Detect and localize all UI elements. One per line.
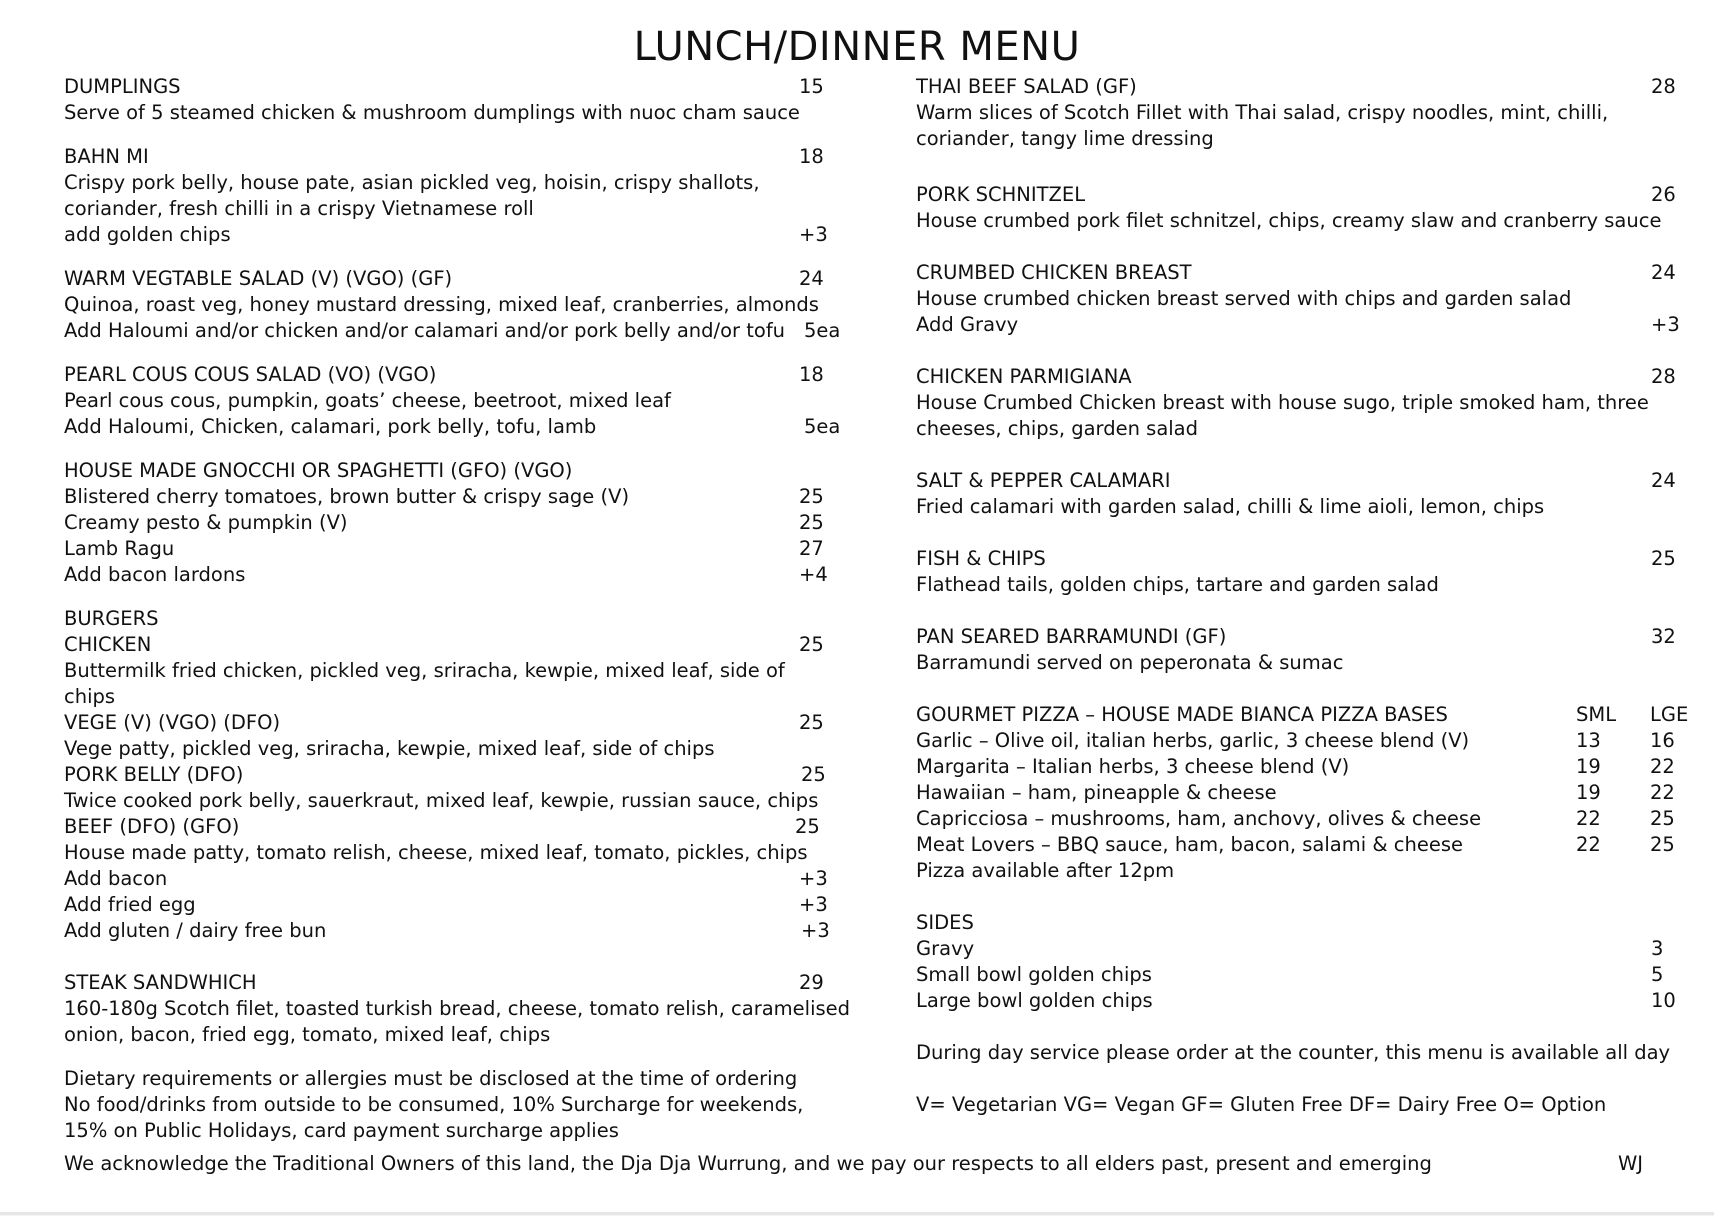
item-price: 28 — [1651, 75, 1676, 98]
option-price: 25 — [799, 511, 824, 534]
item-description: Twice cooked pork belly, sauerkraut, mixed leaf, kewpie, russian sauce, chips — [64, 789, 819, 812]
option-price: +4 — [799, 563, 828, 586]
item-description: coriander, fresh chilli in a crispy Vietnamese roll — [64, 197, 534, 220]
pizza-price-small: 19 — [1576, 781, 1601, 804]
pizza-price-small: 22 — [1576, 807, 1601, 830]
acknowledgement-of-country: We acknowledge the Traditional Owners of this land, the Dja Dja Wurrung, and we pay our respects to all elders past, present and emerging — [64, 1152, 1432, 1175]
item-name: PORK SCHNITZEL — [916, 183, 1086, 206]
item-price: 32 — [1651, 625, 1676, 648]
note-line: Dietary requirements or allergies must be disclosed at the time of ordering — [64, 1067, 798, 1090]
addon-price: +3 — [1651, 313, 1680, 336]
menu-item-steak-sandwich — [64, 970, 851, 1048]
item-price: 25 — [799, 633, 824, 656]
option-name: Creamy pesto & pumpkin (V) — [64, 511, 348, 534]
menu-item-warm-veg-salad — [64, 266, 842, 344]
option-price: 27 — [799, 537, 824, 560]
item-description: House crumbed chicken breast served with chips and garden salad — [916, 287, 1572, 310]
menu-item-barramundi — [916, 624, 1695, 676]
addon-name: Add Haloumi and/or chicken and/or calamari and/or pork belly and/or tofu — [64, 319, 786, 342]
item-description: cheeses, chips, garden salad — [916, 417, 1199, 440]
item-price: 25 — [1651, 547, 1676, 570]
size-small-header: SML — [1576, 703, 1617, 726]
menu-item-chicken-parmigiana — [916, 364, 1695, 442]
pizza-price-small: 13 — [1576, 729, 1601, 752]
side-name: Gravy — [916, 937, 975, 960]
addon-name: add golden chips — [64, 223, 231, 246]
pizza-price-small: 19 — [1576, 755, 1601, 778]
item-description: Vege patty, pickled veg, sriracha, kewpie, mixed leaf, side of chips — [64, 737, 715, 760]
side-name: Small bowl golden chips — [916, 963, 1152, 986]
addon-name: Add fried egg — [64, 893, 196, 916]
item-description: Barramundi served on peperonata & sumac — [916, 651, 1344, 674]
dietary-notes — [64, 1066, 842, 1144]
menu-item-pork-schnitzel — [916, 182, 1695, 234]
addon-price: +3 — [799, 867, 828, 890]
pizza-name: Garlic – Olive oil, italian herbs, garlic, 3 cheese blend (V) — [916, 729, 1470, 752]
side-price: 10 — [1651, 989, 1676, 1012]
pizza-price-large: 22 — [1650, 781, 1675, 804]
item-description: Warm slices of Scotch Fillet with Thai salad, crispy noodles, mint, chilli, — [916, 101, 1609, 124]
pizza-price-large: 22 — [1650, 755, 1675, 778]
addon-name: Add Haloumi, Chicken, calamari, pork belly, tofu, lamb — [64, 415, 597, 438]
item-description: House made patty, tomato relish, cheese, mixed leaf, tomato, pickles, chips — [64, 841, 808, 864]
item-name: VEGE (V) (VGO) (DFO) — [64, 711, 281, 734]
dietary-legend: V= Vegetarian VG= Vegan GF= Gluten Free DF= Dairy Free O= Option — [916, 1093, 1607, 1116]
item-price: 25 — [799, 711, 824, 734]
item-description: onion, bacon, fried egg, tomato, mixed leaf, chips — [64, 1023, 551, 1046]
option-price: 25 — [799, 485, 824, 508]
item-price: 29 — [799, 971, 824, 994]
item-name: THAI BEEF SALAD (GF) — [916, 75, 1137, 98]
pizza-note: Pizza available after 12pm — [916, 859, 1175, 882]
item-price: 24 — [799, 267, 824, 290]
item-name: HOUSE MADE GNOCCHI OR SPAGHETTI (GFO) (VGO) — [64, 459, 573, 482]
item-price: 24 — [1651, 261, 1676, 284]
item-description: House crumbed pork filet schnitzel, chips, creamy slaw and cranberry sauce — [916, 209, 1662, 232]
menu-section-pizza — [916, 702, 1695, 884]
section-heading: BURGERS — [64, 607, 159, 630]
pizza-name: Margarita – Italian herbs, 3 cheese blend (V) — [916, 755, 1350, 778]
item-price: 15 — [799, 75, 824, 98]
pizza-name: Hawaiian – ham, pineapple & cheese — [916, 781, 1277, 804]
item-name: DUMPLINGS — [64, 75, 181, 98]
right-column — [916, 74, 1695, 1136]
item-description: Serve of 5 steamed chicken & mushroom dumplings with nuoc cham sauce — [64, 101, 800, 124]
item-price: 18 — [799, 145, 824, 168]
menu-section-sides — [916, 910, 1695, 1014]
side-price: 3 — [1651, 937, 1664, 960]
item-description: 160-180g Scotch filet, toasted turkish bread, cheese, tomato relish, caramelised — [64, 997, 851, 1020]
size-large-header: LGE — [1650, 703, 1689, 726]
addon-name: Add gluten / dairy free bun — [64, 919, 327, 942]
item-price: 18 — [799, 363, 824, 386]
service-note: During day service please order at the counter, this menu is available all day — [916, 1041, 1671, 1064]
addon-name: Add bacon — [64, 867, 168, 890]
menu-item-gnocchi — [64, 458, 842, 588]
item-name: FISH & CHIPS — [916, 547, 1046, 570]
item-description: Fried calamari with garden salad, chilli & lime aioli, lemon, chips — [916, 495, 1545, 518]
item-name: BAHN MI — [64, 145, 149, 168]
item-description: Crispy pork belly, house pate, asian pickled veg, hoisin, crispy shallots, — [64, 171, 760, 194]
menu-item-fish-and-chips — [916, 546, 1695, 598]
item-description: Quinoa, roast veg, honey mustard dressing, mixed leaf, cranberries, almonds — [64, 293, 819, 316]
addon-price: +3 — [801, 919, 830, 942]
item-name: CHICKEN — [64, 633, 152, 656]
note-line: No food/drinks from outside to be consumed, 10% Surcharge for weekends, — [64, 1093, 804, 1116]
item-price: 25 — [801, 763, 826, 786]
pizza-price-small: 22 — [1576, 833, 1601, 856]
pizza-price-large: 25 — [1650, 807, 1675, 830]
item-description: Flathead tails, golden chips, tartare and garden salad — [916, 573, 1439, 596]
addon-price: +3 — [799, 893, 828, 916]
page-title: LUNCH/DINNER MENU — [633, 24, 1081, 70]
option-name: Add bacon lardons — [64, 563, 246, 586]
item-description: coriander, tangy lime dressing — [916, 127, 1214, 150]
item-name: PEARL COUS COUS SALAD (VO) (VGO) — [64, 363, 437, 386]
item-name: SALT & PEPPER CALAMARI — [916, 469, 1171, 492]
item-description: House Crumbed Chicken breast with house sugo, triple smoked ham, three — [916, 391, 1649, 414]
addon-price: 5ea — [804, 319, 841, 342]
side-price: 5 — [1651, 963, 1664, 986]
item-price: 28 — [1651, 365, 1676, 388]
menu-item-calamari — [916, 468, 1695, 520]
menu-section-burgers — [64, 606, 842, 944]
section-heading: GOURMET PIZZA – HOUSE MADE BIANCA PIZZA BASES — [916, 703, 1448, 726]
item-name: WARM VEGTABLE SALAD (V) (VGO) (GF) — [64, 267, 453, 290]
pizza-price-large: 25 — [1650, 833, 1675, 856]
menu-item-thai-beef-salad — [916, 74, 1695, 152]
option-name: Blistered cherry tomatoes, brown butter & crispy sage (V) — [64, 485, 630, 508]
item-description: Pearl cous cous, pumpkin, goats’ cheese, beetroot, mixed leaf — [64, 389, 671, 412]
item-name: PAN SEARED BARRAMUNDI (GF) — [916, 625, 1227, 648]
item-description: Buttermilk fried chicken, pickled veg, sriracha, kewpie, mixed leaf, side of chips — [64, 659, 785, 708]
item-price: 24 — [1651, 469, 1676, 492]
side-name: Large bowl golden chips — [916, 989, 1153, 1012]
menu-item-bahn-mi — [64, 144, 842, 248]
menu-item-pearl-cous-cous — [64, 362, 842, 440]
item-name: CRUMBED CHICKEN BREAST — [916, 261, 1192, 284]
item-name: PORK BELLY (DFO) — [64, 763, 244, 786]
note-line: 15% on Public Holidays, card payment surcharge applies — [64, 1119, 619, 1142]
pizza-name: Meat Lovers – BBQ sauce, ham, bacon, salami & cheese — [916, 833, 1463, 856]
item-name: STEAK SANDWHICH — [64, 971, 257, 994]
addon-name: Add Gravy — [916, 313, 1019, 336]
addon-price: +3 — [799, 223, 828, 246]
left-column — [64, 74, 851, 1162]
signature: WJ — [1618, 1152, 1644, 1175]
pizza-name: Capricciosa – mushrooms, ham, anchovy, olives & cheese — [916, 807, 1482, 830]
item-price: 26 — [1651, 183, 1676, 206]
menu-item-dumplings — [64, 74, 842, 126]
item-name: CHICKEN PARMIGIANA — [916, 365, 1132, 388]
pizza-price-large: 16 — [1650, 729, 1675, 752]
menu-item-crumbed-chicken — [916, 260, 1695, 338]
section-heading: SIDES — [916, 911, 974, 934]
addon-price: 5ea — [804, 415, 841, 438]
option-name: Lamb Ragu — [64, 537, 175, 560]
item-price: 25 — [795, 815, 820, 838]
item-name: BEEF (DFO) (GFO) — [64, 815, 240, 838]
